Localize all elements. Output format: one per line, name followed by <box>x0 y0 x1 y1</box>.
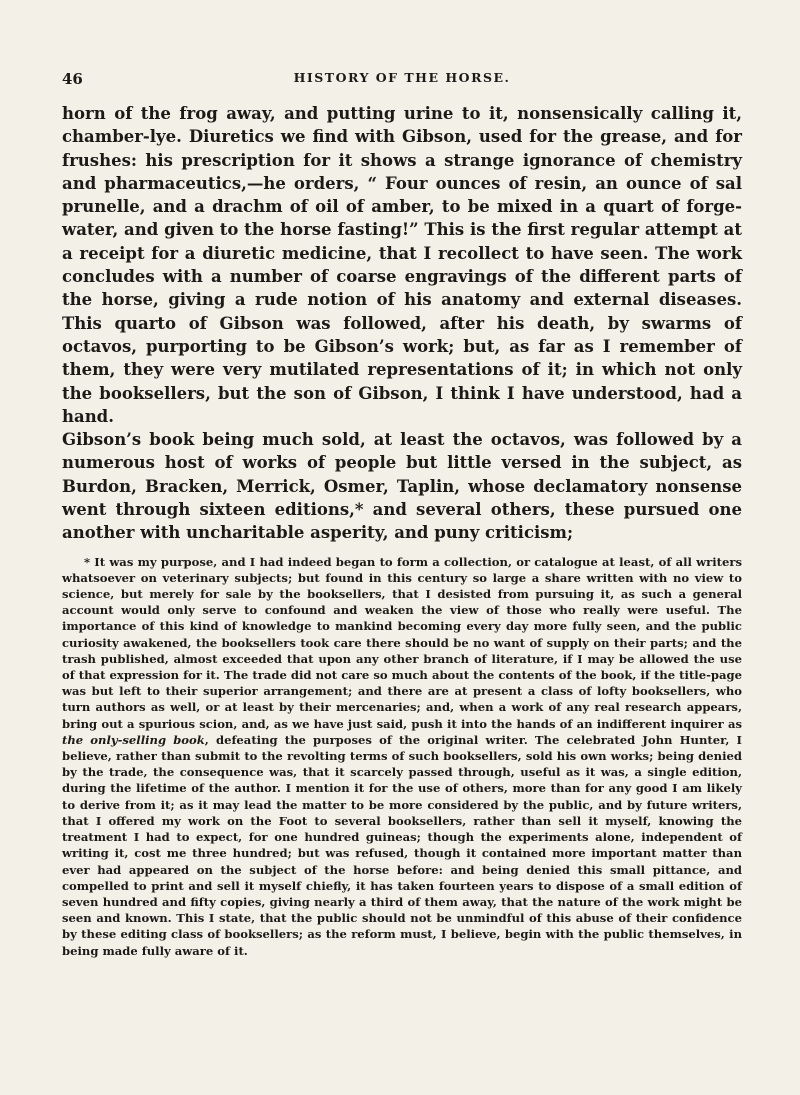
running-title: HISTORY OF THE HORSE. <box>293 70 511 85</box>
footnote-italic-phrase: the only-selling book <box>62 732 205 747</box>
footnote-paragraph <box>62 554 742 959</box>
footnote-text: , defeating the purposes of the original writer. The celebrated John Hunter, I believe, rather than submit to the revolting terms of such booksellers, sold his own works; being denied by the trade, the consequence was, that it scarcely passed through, useful as it was, a single edition, during the lifetime of the author. I mention it for the use of others, more than for any good I am likely to derive from it; as it may lead the matter to be more considered by the public, and by future writers, that I offered my work on the Foot to several booksellers, rather than sell it myself, knowing the treatment I had to expect, for one hundred guineas; though the experiments alone, independent of writing it, cost me three hundred; but was refused, though it contained more important matter than ever had appeared on the subject of the horse before: and being denied this small pittance, and compelled to print and sell it myself chiefly, it has taken fourteen years to dispose of a small edition of seven hundred and fifty copies, giving nearly a third of them away, that the nature of the work might be seen and known. This I state, that the public should not be unmindful of this abuse of their confidence by these editing class of booksellers; as the reform must, I believe, begin with the public themselves, in being made fully aware of it. <box>62 732 742 958</box>
section-spacer <box>62 545 742 554</box>
body-paragraph: Gibson’s book being much sold, at least the octavos, was followed by a numerous host of works of people but little versed in the subject, as Burdon, Bracken, Merrick, Osmer, Taplin, whose declamatory nonsense went through sixteen editions,* and several others, these pursued one another with uncharitable asperity, and puny criticism; <box>62 430 742 543</box>
body-paragraph: horn of the frog away, and putting urine to it, nonsensically calling it, chamber-lye. Diuretics we find with Gibson, used for the grease, and for frushes: his prescription for it shows a strange ignorance of chemistry and pharmaceutics,—he orders, “ Four ounces of resin, an ounce of sal prunelle, and a drachm of oil of amber, to be mixed in a quart of forge-water, and given to the horse fasting!” This is the first regular attempt at a receipt for a diuretic medicine, that I recollect to have seen. The work concludes with a number of coarse engravings of the different parts of the horse, giving a rude notion of his anatomy and external diseases. This quarto of Gibson was followed, after his death, by swarms of octavos, purporting to be Gibson’s work; but, as far as I remember of them, they were very mutilated representations of it; in which not only the booksellers, but the son of Gibson, I think I have understood, had a hand. <box>62 104 742 426</box>
running-header <box>62 70 742 94</box>
main-text <box>62 102 742 545</box>
footnote <box>62 554 742 959</box>
page-number: 46 <box>62 70 83 88</box>
footnote-text: * It was my purpose, and I had indeed began to form a collection, or catalogue at least, of all writers whatsoever on veterinary subjects; but found in this century so large a share written with no view to science, but merely for sale by the booksellers, that I desisted from pursuing it, as such a general account would only serve to confound and weaken the view of those who really were useful. The importance of this kind of knowledge to mankind becoming every day more fully seen, and the public curiosity awakened, the booksellers took care there should be no want of supply on their parts; and the trash published, almost exceeded that upon any other branch of literature, if I may be allowed the use of that expression for it. The trade did not care so much about the contents of the book, if the title-page was but left to their superior arrangement; and there are at present a class of lofty booksellers, who turn authors as well, or at least by their mercenaries; and, when a work of any real research appears, bring out a spurious scion, and, as we have just said, push it into the hands of an indifferent inquirer as <box>62 554 742 731</box>
